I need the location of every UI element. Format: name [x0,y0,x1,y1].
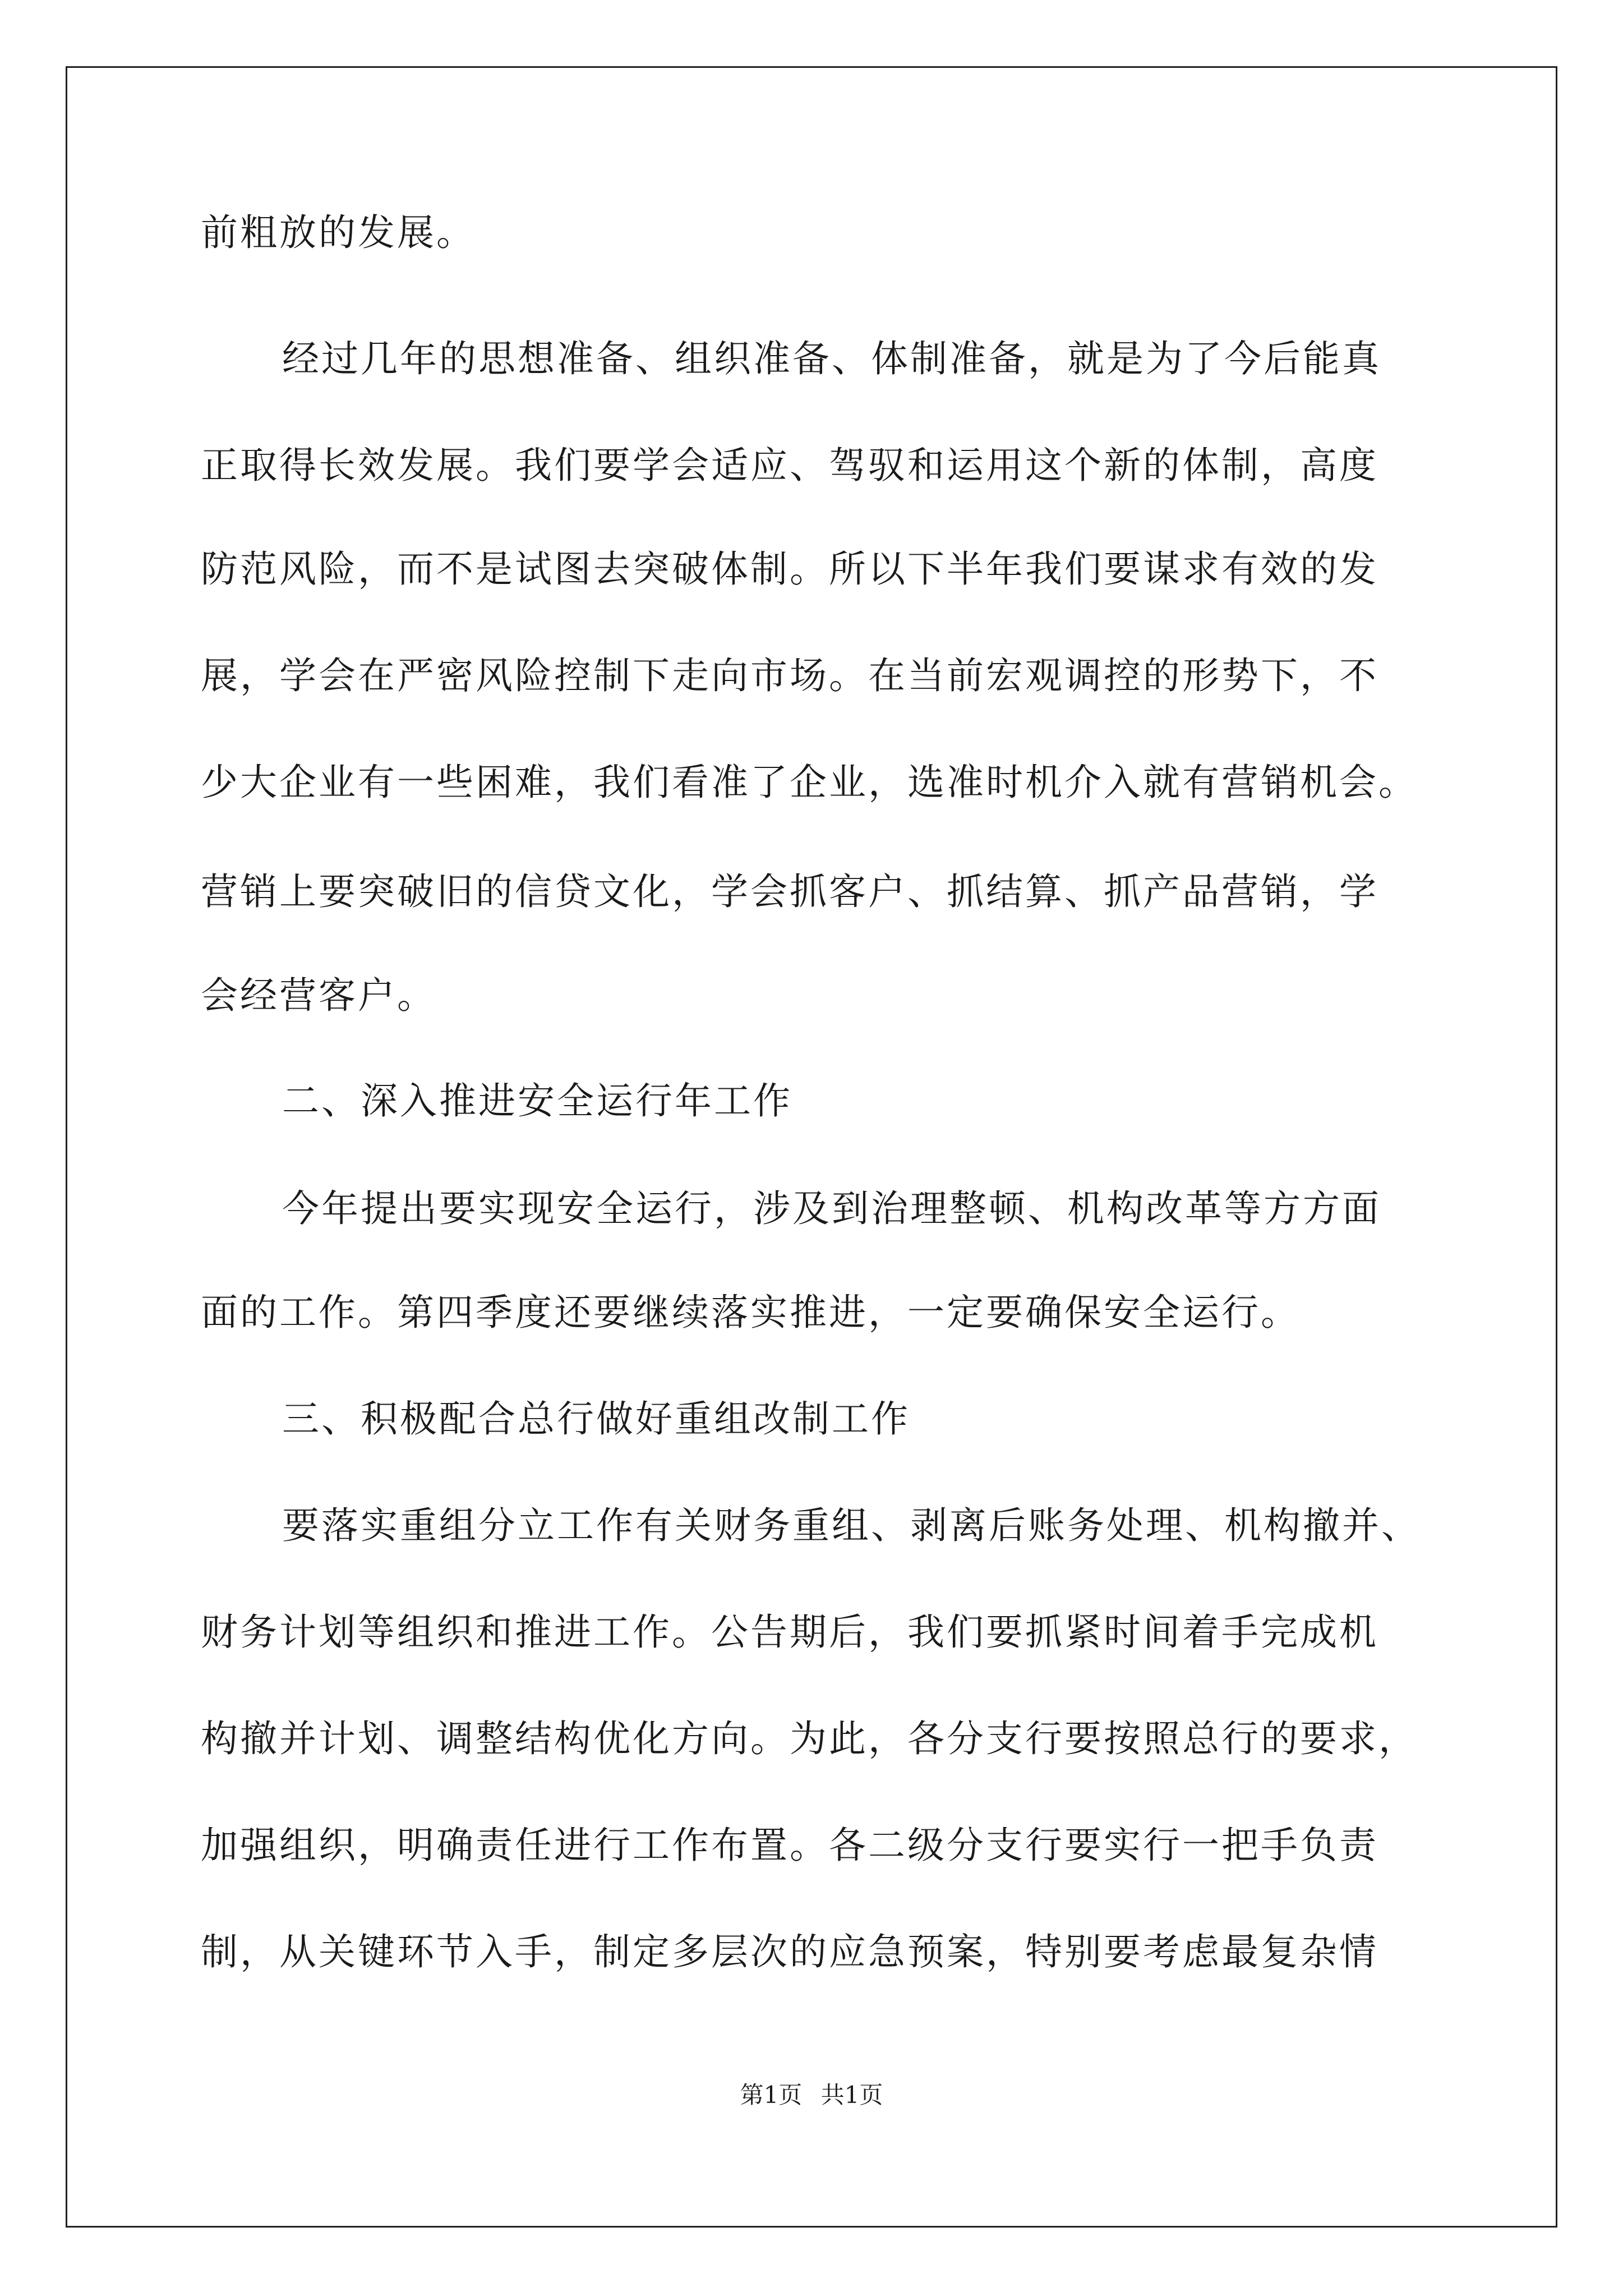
text-line: 正取得长效发展。我们要学会适应、驾驭和运用这个新的体制，高度 [201,444,1378,487]
text-line: 展，学会在严密风险控制下走向市场。在当前宏观调控的形势下，不 [201,654,1378,697]
text-line: 构撤并计划、调整结构优化方向。为此，各分支行要按照总行的要求， [201,1717,1418,1760]
section-heading: 二、深入推进安全运行年工作 [282,1079,792,1122]
paragraph-first-line: 经过几年的思想准备、组织准备、体制准备，就是为了今后能真 [282,337,1381,380]
text-line: 会经营客户。 [201,974,436,1017]
text-line: 制，从关键环节入手，制定多层次的应急预案，特别要考虑最复杂情 [201,1930,1378,1973]
text-line: 加强组织，明确责任进行工作布置。各二级分支行要实行一把手负责 [201,1824,1378,1867]
page-footer [0,2081,1623,2109]
paragraph-first-line: 今年提出要实现安全运行，涉及到治理整顿、机构改革等方方面 [282,1187,1381,1230]
text-line: 营销上要突破旧的信贷文化，学会抓客户、抓结算、抓产品营销，学 [201,870,1378,913]
paragraph-first-line: 要落实重组分立工作有关财务重组、剥离后账务处理、机构撤并、 [282,1504,1421,1547]
page-number: 第1页 [740,2081,803,2109]
page-total: 共1页 [820,2081,883,2109]
text-line: 防范风险，而不是试图去突破体制。所以下半年我们要谋求有效的发 [201,547,1378,591]
section-heading: 三、积极配合总行做好重组改制工作 [282,1397,910,1441]
text-line: 面的工作。第四季度还要继续落实推进，一定要确保安全运行。 [201,1291,1300,1334]
text-line: 前粗放的发展。 [201,211,476,254]
text-line: 少大企业有一些困难，我们看准了企业，选准时机介入就有营销机会。 [201,761,1418,804]
page-border [66,66,1557,2228]
text-line: 财务计划等组织和推进工作。公告期后，我们要抓紧时间着手完成机 [201,1611,1378,1654]
